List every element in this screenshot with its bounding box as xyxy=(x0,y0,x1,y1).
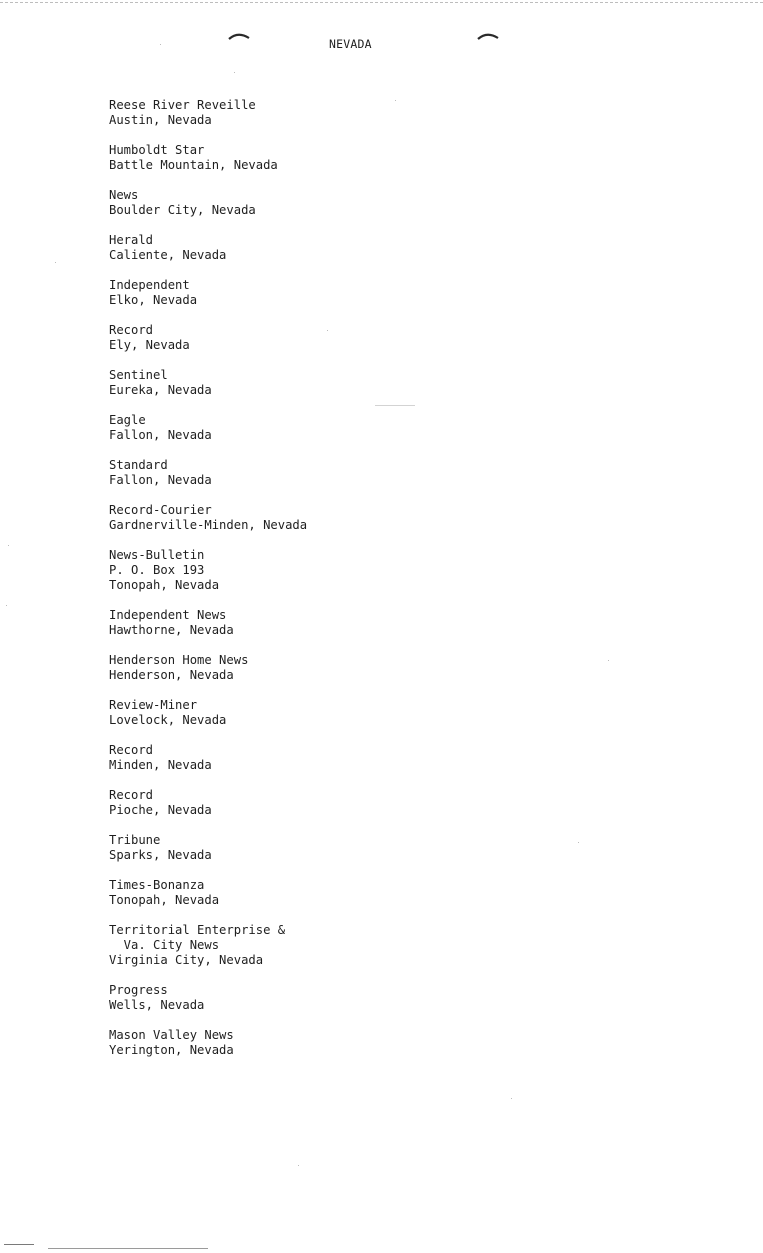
newspaper-entry xyxy=(109,98,307,128)
newspaper-name: Independent News xyxy=(109,608,227,622)
newspaper-address-line: Wells, Nevada xyxy=(109,998,205,1012)
newspaper-name: Record xyxy=(109,743,154,757)
newspaper-name: News xyxy=(109,188,139,202)
paper-speck xyxy=(298,1165,299,1166)
newspaper-entry xyxy=(109,878,307,908)
bottom-rule xyxy=(48,1248,208,1249)
newspaper-name: Independent xyxy=(109,278,190,292)
newspaper-entry xyxy=(109,503,307,533)
newspaper-address-line: Yerington, Nevada xyxy=(109,1043,234,1057)
newspaper-name: Times-Bonanza xyxy=(109,878,205,892)
newspaper-entry xyxy=(109,278,307,308)
top-dashed-border xyxy=(0,2,763,3)
newspaper-address-line: Lovelock, Nevada xyxy=(109,713,227,727)
newspaper-entry xyxy=(109,743,307,773)
newspaper-address-line: Battle Mountain, Nevada xyxy=(109,158,278,172)
paper-speck xyxy=(511,1098,512,1099)
newspaper-entry xyxy=(109,458,307,488)
newspaper-name: News-Bulletin xyxy=(109,548,205,562)
newspaper-address-line: Virginia City, Nevada xyxy=(109,953,264,967)
newspaper-name: Progress xyxy=(109,983,168,997)
bottom-edge-mark xyxy=(4,1244,34,1245)
newspaper-address-line: Tonopah, Nevada xyxy=(109,893,220,907)
newspaper-name: Sentinel xyxy=(109,368,168,382)
newspaper-address-line: P. O. Box 193 xyxy=(109,563,205,577)
newspaper-name: Mason Valley News xyxy=(109,1028,234,1042)
newspaper-address-line: Fallon, Nevada xyxy=(109,428,212,442)
newspaper-name: Eagle xyxy=(109,413,146,427)
paper-speck xyxy=(578,842,579,843)
newspaper-entry xyxy=(109,188,307,218)
newspaper-entry xyxy=(109,788,307,818)
paper-smudge xyxy=(375,405,415,406)
newspaper-address-line: Eureka, Nevada xyxy=(109,383,212,397)
newspaper-address-line: Elko, Nevada xyxy=(109,293,198,307)
paper-speck xyxy=(395,100,396,101)
newspaper-name: Record xyxy=(109,788,154,802)
newspaper-entry xyxy=(109,1028,307,1058)
newspaper-name: Humboldt Star xyxy=(109,143,205,157)
newspaper-name: Record xyxy=(109,323,154,337)
newspaper-address-line: Gardnerville-Minden, Nevada xyxy=(109,518,308,532)
newspaper-address-line: Hawthorne, Nevada xyxy=(109,623,234,637)
newspaper-address-line: Pioche, Nevada xyxy=(109,803,212,817)
newspaper-entry xyxy=(109,368,307,398)
newspaper-entry xyxy=(109,323,307,353)
newspaper-entry xyxy=(109,233,307,263)
newspaper-entry xyxy=(109,923,307,968)
newspaper-address-line: Henderson, Nevada xyxy=(109,668,234,682)
newspaper-entry xyxy=(109,833,307,863)
newspaper-entry xyxy=(109,698,307,728)
newspaper-list xyxy=(109,98,307,1073)
newspaper-name: Tribune xyxy=(109,833,161,847)
newspaper-entry xyxy=(109,653,307,683)
newspaper-address-line: Minden, Nevada xyxy=(109,758,212,772)
newspaper-address-line: Fallon, Nevada xyxy=(109,473,212,487)
newspaper-address-line: Ely, Nevada xyxy=(109,338,190,352)
newspaper-entry xyxy=(109,608,307,638)
paper-speck xyxy=(160,44,161,45)
page-title: NEVADA xyxy=(329,37,372,51)
newspaper-address-line: Austin, Nevada xyxy=(109,113,212,127)
newspaper-name: Henderson Home News xyxy=(109,653,249,667)
newspaper-name: Reese River Reveille xyxy=(109,98,256,112)
newspaper-address-line: Boulder City, Nevada xyxy=(109,203,256,217)
newspaper-name: Herald xyxy=(109,233,154,247)
paper-speck xyxy=(8,545,9,546)
newspaper-name: Review-Miner xyxy=(109,698,198,712)
newspaper-name: Record-Courier xyxy=(109,503,212,517)
paper-speck xyxy=(608,660,609,661)
paper-speck xyxy=(234,72,235,73)
newspaper-address-line: Caliente, Nevada xyxy=(109,248,227,262)
newspaper-address-line: Sparks, Nevada xyxy=(109,848,212,862)
newspaper-name: Territorial Enterprise & xyxy=(109,923,286,937)
newspaper-entry xyxy=(109,983,307,1013)
binder-mark-left xyxy=(228,30,250,42)
binder-mark-right xyxy=(477,30,499,42)
newspaper-address-line: Tonopah, Nevada xyxy=(109,578,220,592)
newspaper-entry xyxy=(109,143,307,173)
paper-speck xyxy=(55,262,56,263)
newspaper-name: Standard xyxy=(109,458,168,472)
newspaper-address-line: Va. City News xyxy=(109,938,220,952)
paper-speck xyxy=(327,330,328,331)
newspaper-entry xyxy=(109,413,307,443)
paper-speck xyxy=(6,605,7,606)
newspaper-entry xyxy=(109,548,307,593)
